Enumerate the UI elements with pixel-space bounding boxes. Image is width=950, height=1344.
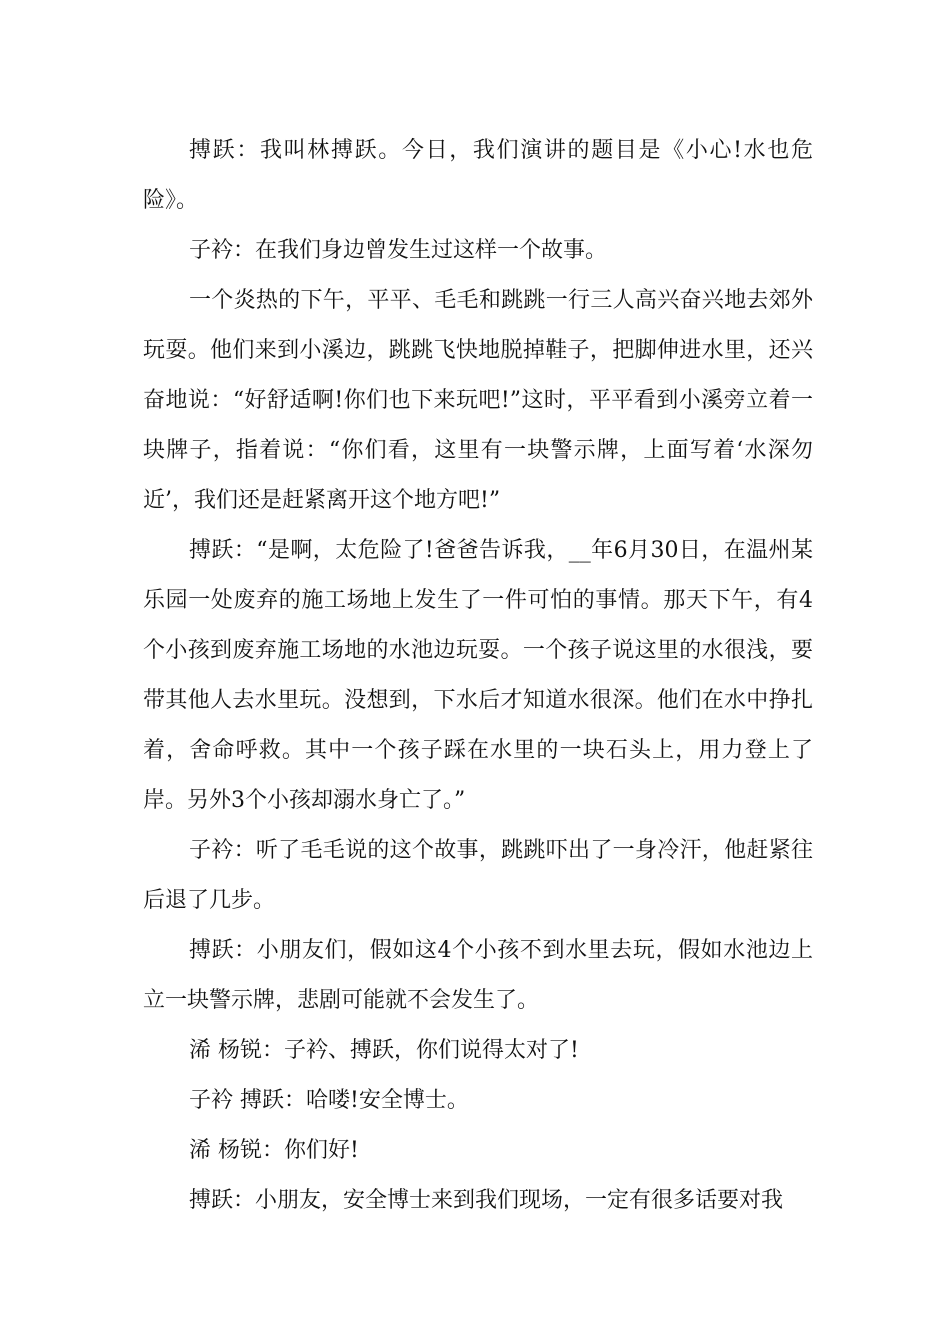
document-body <box>143 126 813 1226</box>
paragraph-7: 浠 杨锐：子衿、搏跃，你们说得太对了! <box>189 1038 579 1063</box>
paragraph-1: 搏跃：我叫林搏跃。今日，我们演讲的题目是《小心!水也危险》。 <box>143 138 813 213</box>
paragraph-4: 搏跃：“是啊，太危险了!爸爸告诉我，__年6月30日，在温州某乐园一处废弃的施工场地上发生了一件可怕的事情。那天下午，有4个小孩到废弃施工场地的水池边玩耍。一个孩子说这里的水很浅，要带其他人去水里玩。没想到，下水后才知道水很深。他们在水中挣扎着，舍命呼救。其中一个孩子踩在水里的一块石头上，用力登上了岸。另外3个小孩却溺水身亡了。” <box>143 538 813 813</box>
paragraph-5: 子衿：听了毛毛说的这个故事，跳跳吓出了一身冷汗，他赶紧往后退了几步。 <box>143 838 813 913</box>
paragraph-9: 浠 杨锐：你们好! <box>189 1138 359 1163</box>
paragraph-6: 搏跃：小朋友们，假如这4个小孩不到水里去玩，假如水池边上立一块警示牌，悲剧可能就不会发生了。 <box>143 938 813 1013</box>
paragraph-3: 一个炎热的下午，平平、毛毛和跳跳一行三人高兴奋兴地去郊外玩耍。他们来到小溪边，跳跳飞快地脱掉鞋子，把脚伸进水里，还兴奋地说：“好舒适啊!你们也下来玩吧!”这时，平平看到小溪旁立着一块牌子，指着说：“你们看，这里有一块警示牌，上面写着‘水深勿近’，我们还是赶紧离开这个地方吧!” <box>143 288 813 513</box>
paragraph-10: 搏跃：小朋友，安全博士来到我们现场，一定有很多话要对我 <box>189 1188 784 1213</box>
paragraph-8: 子衿 搏跃：哈喽!安全博士。 <box>189 1088 469 1113</box>
paragraph-2: 子衿：在我们身边曾发生过这样一个故事。 <box>189 238 608 263</box>
